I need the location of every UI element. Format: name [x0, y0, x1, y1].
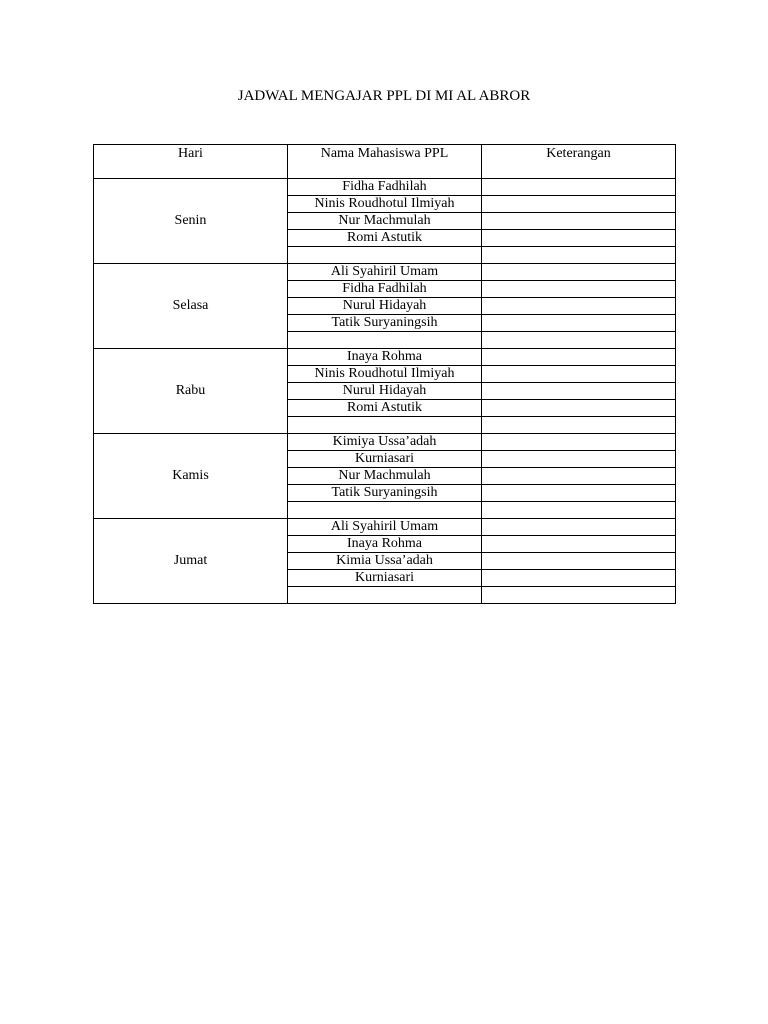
note-cell	[482, 281, 676, 298]
note-cell	[482, 213, 676, 230]
day-cell: Jumat	[94, 519, 288, 604]
schedule-table	[93, 144, 676, 604]
note-cell	[482, 468, 676, 485]
document-title: JADWAL MENGAJAR PPL DI MI AL ABROR	[237, 88, 531, 104]
table-row	[94, 434, 676, 451]
student-name-cell: Kurniasari	[288, 570, 482, 587]
table-row	[94, 519, 676, 536]
note-cell	[482, 434, 676, 451]
student-name-cell: Inaya Rohma	[288, 536, 482, 553]
note-cell	[482, 247, 676, 264]
student-name-cell: Inaya Rohma	[288, 349, 482, 366]
student-name-cell	[288, 502, 482, 519]
note-cell	[482, 417, 676, 434]
student-name-cell: Nur Machmulah	[288, 213, 482, 230]
note-cell	[482, 332, 676, 349]
note-cell	[482, 451, 676, 468]
student-name-cell: Fidha Fadhilah	[288, 281, 482, 298]
student-name-cell: Kimia Ussa’adah	[288, 553, 482, 570]
note-cell	[482, 570, 676, 587]
note-cell	[482, 536, 676, 553]
student-name-cell: Ninis Roudhotul Ilmiyah	[288, 196, 482, 213]
note-cell	[482, 502, 676, 519]
student-name-cell: Nurul Hidayah	[288, 298, 482, 315]
note-cell	[482, 179, 676, 196]
note-cell	[482, 553, 676, 570]
student-name-cell	[288, 247, 482, 264]
table-row	[94, 264, 676, 281]
student-name-cell: Kimiya Ussa’adah	[288, 434, 482, 451]
student-name-cell: Tatik Suryaningsih	[288, 315, 482, 332]
note-cell	[482, 587, 676, 604]
table-header-row	[94, 145, 676, 179]
header-day: Hari	[94, 145, 288, 179]
day-cell: Senin	[94, 179, 288, 264]
student-name-cell: Romi Astutik	[288, 230, 482, 247]
note-cell	[482, 264, 676, 281]
day-cell: Kamis	[94, 434, 288, 519]
student-name-cell: Kurniasari	[288, 451, 482, 468]
student-name-cell: Tatik Suryaningsih	[288, 485, 482, 502]
table-row	[94, 349, 676, 366]
day-cell: Rabu	[94, 349, 288, 434]
student-name-cell	[288, 417, 482, 434]
student-name-cell: Ali Syahiril Umam	[288, 519, 482, 536]
header-note: Keterangan	[482, 145, 676, 179]
student-name-cell	[288, 332, 482, 349]
note-cell	[482, 383, 676, 400]
day-cell: Selasa	[94, 264, 288, 349]
student-name-cell: Fidha Fadhilah	[288, 179, 482, 196]
note-cell	[482, 519, 676, 536]
note-cell	[482, 230, 676, 247]
note-cell	[482, 349, 676, 366]
note-cell	[482, 485, 676, 502]
student-name-cell: Ninis Roudhotul Ilmiyah	[288, 366, 482, 383]
note-cell	[482, 196, 676, 213]
note-cell	[482, 315, 676, 332]
student-name-cell: Ali Syahiril Umam	[288, 264, 482, 281]
student-name-cell: Romi Astutik	[288, 400, 482, 417]
header-student-name: Nama Mahasiswa PPL	[288, 145, 482, 179]
note-cell	[482, 400, 676, 417]
student-name-cell: Nur Machmulah	[288, 468, 482, 485]
table-row	[94, 179, 676, 196]
student-name-cell: Nurul Hidayah	[288, 383, 482, 400]
note-cell	[482, 366, 676, 383]
note-cell	[482, 298, 676, 315]
student-name-cell	[288, 587, 482, 604]
